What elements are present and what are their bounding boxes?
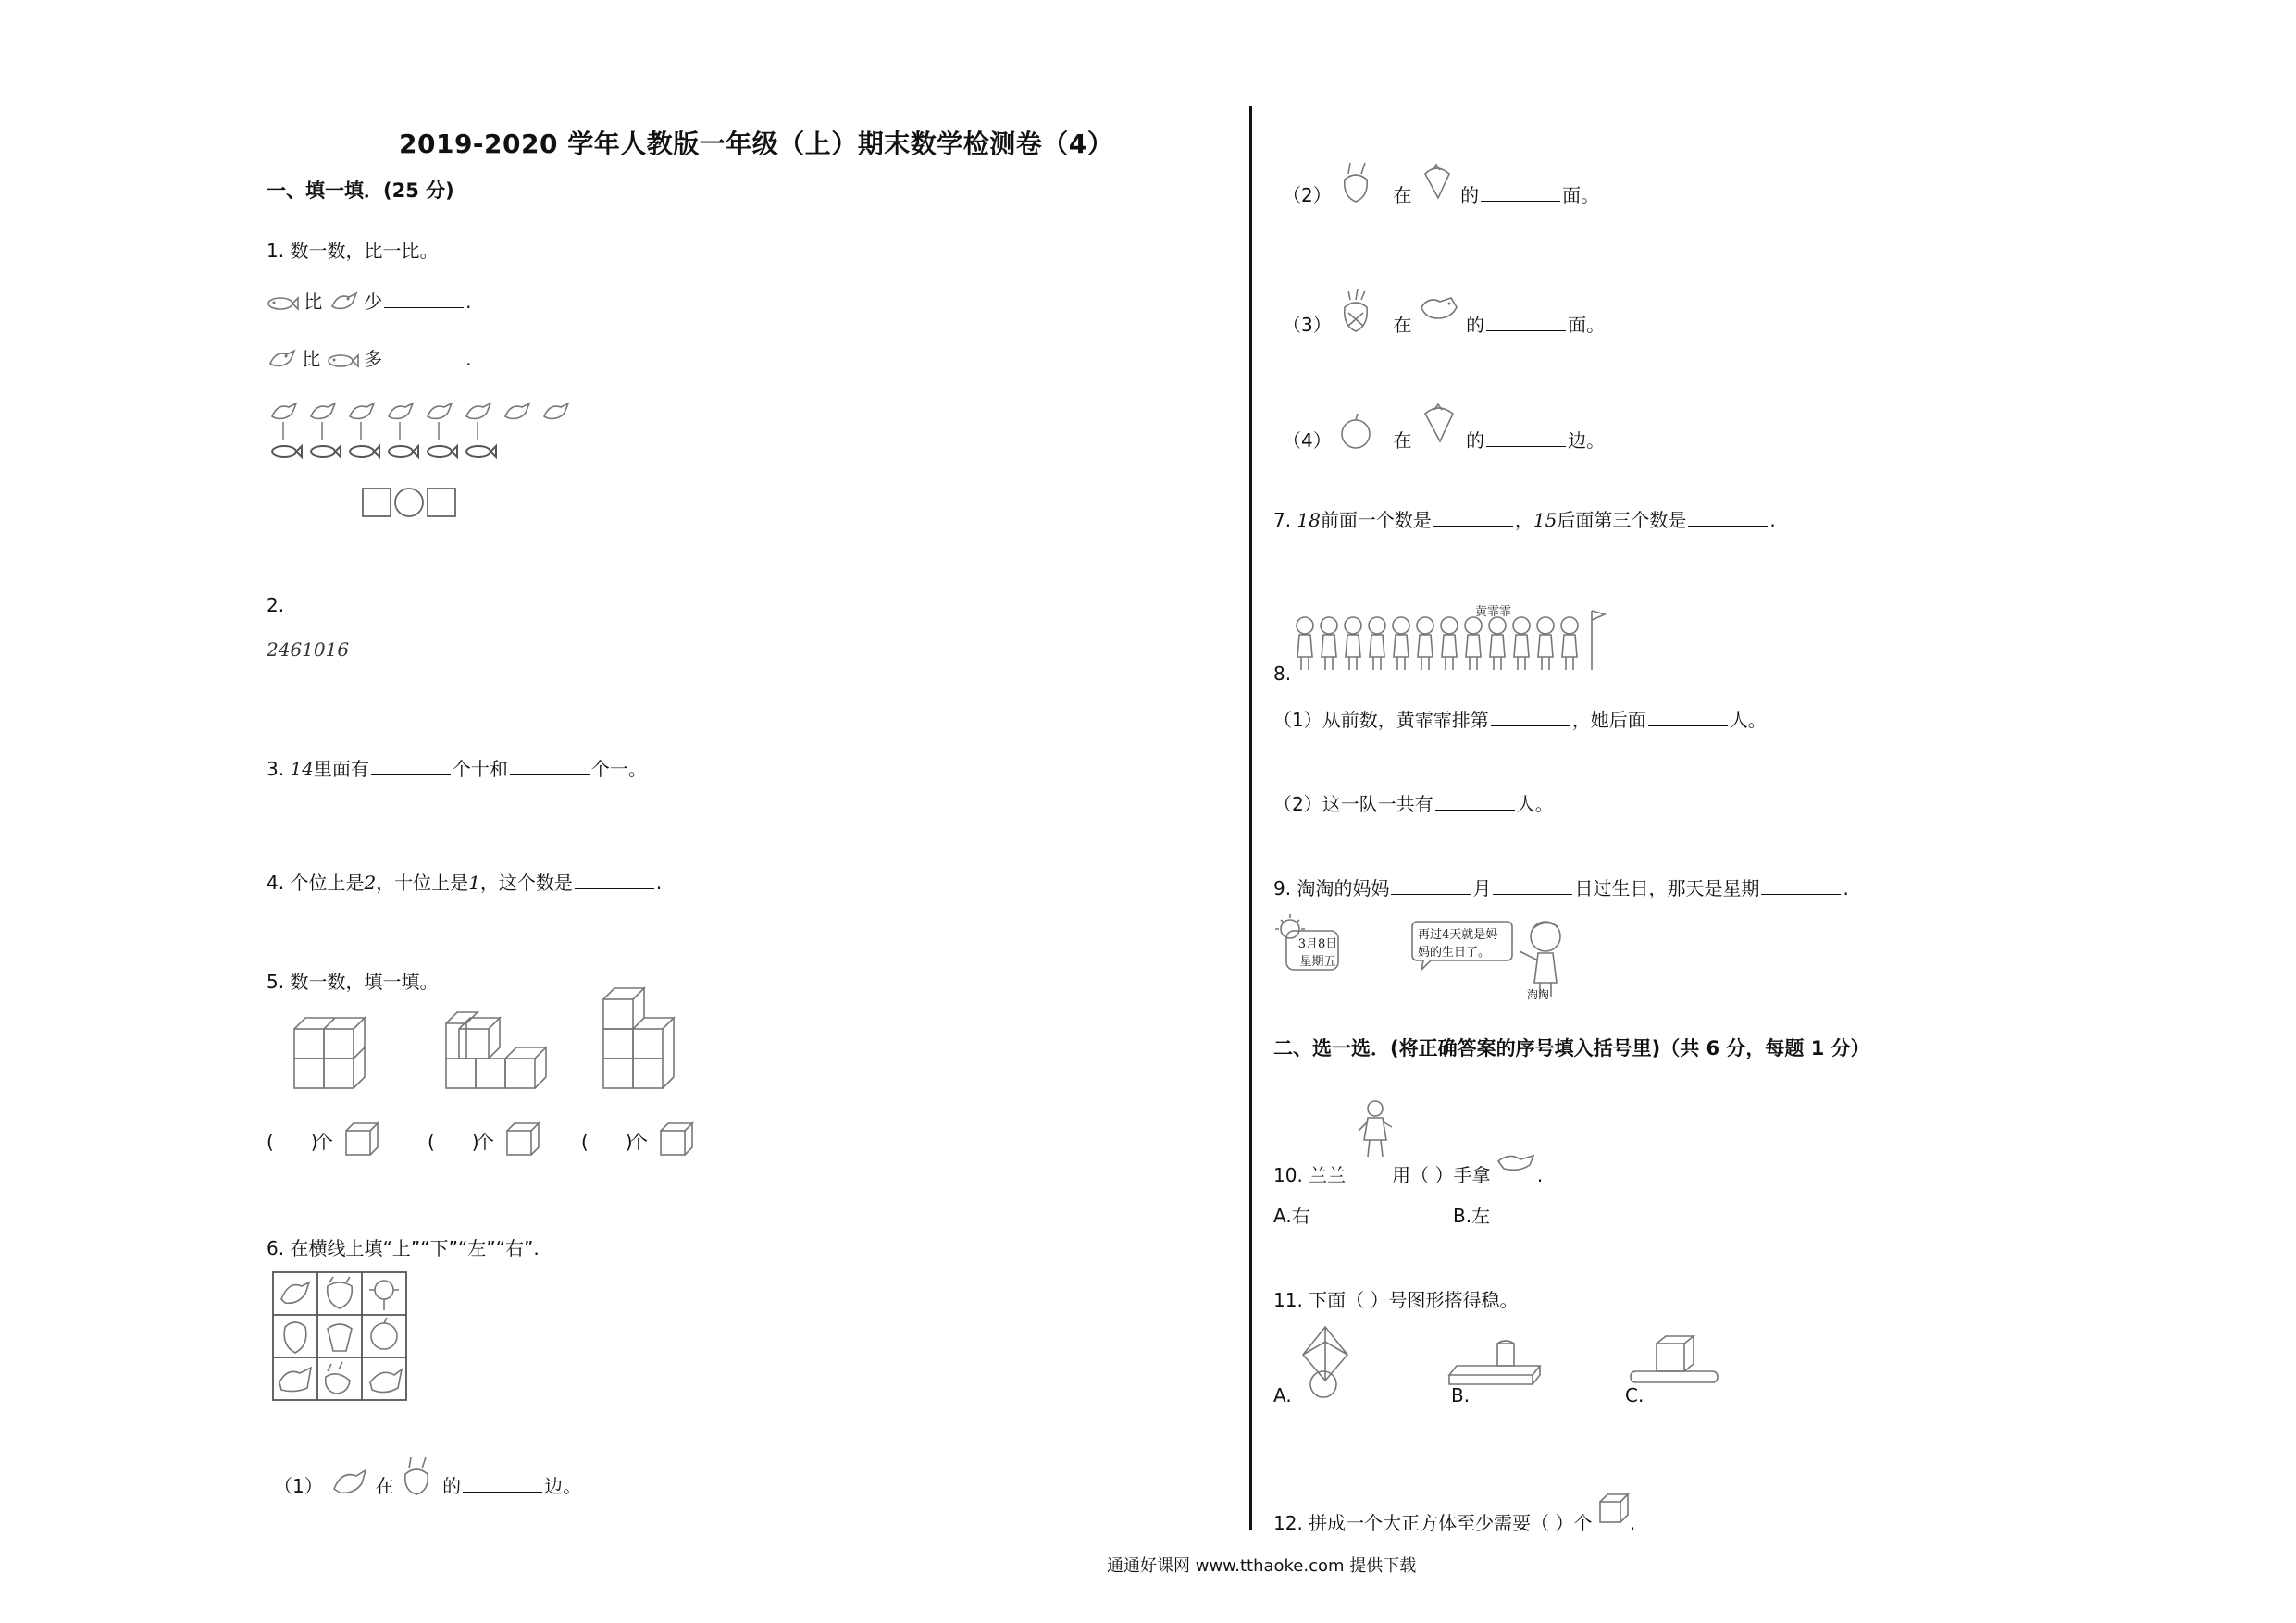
calendar-date: 3月8日: [1297, 937, 1338, 951]
option-10-b[interactable]: B.左: [1453, 1205, 1491, 1227]
question-text: ，: [1514, 509, 1533, 531]
answer-paren[interactable]: ( ): [581, 1131, 633, 1153]
question-text: ，这个数是: [479, 872, 573, 894]
option-11-a[interactable]: A.: [1273, 1384, 1292, 1406]
cube-stack-2: [446, 1012, 546, 1088]
question-2-label: 2.: [267, 594, 285, 616]
speech-line-1: 再过4天就是妈: [1418, 928, 1498, 942]
strawberry-icon: [1418, 403, 1460, 443]
question-text: 面。: [1562, 184, 1600, 206]
unit-cube-icons: [344, 1121, 714, 1158]
section-2-heading: 二、选一选．(将正确答案的序号填入括号里)（共 6 分，每题 1 分）: [1273, 1037, 1870, 1059]
birds-fish-figure: [268, 400, 592, 520]
question-text: ，她后面: [1571, 709, 1646, 731]
answer-blank[interactable]: [1688, 525, 1768, 527]
question-text: （1）从前数，黄霏霏排第: [1273, 709, 1489, 731]
question-text: 10. 兰兰: [1273, 1164, 1347, 1186]
unit-text: 个: [629, 1131, 648, 1153]
question-8-label: 8.: [1273, 663, 1292, 685]
answer-blank[interactable]: [575, 887, 654, 889]
answer-blank[interactable]: [1493, 893, 1572, 895]
question-text: 个十和: [452, 758, 508, 780]
question-8-1: [1273, 705, 1767, 732]
question-10: [1273, 1152, 1543, 1187]
pineapple-icon: [1337, 289, 1374, 335]
unit-cube-icon: [1598, 1493, 1630, 1524]
question-6-3: [1283, 289, 1605, 337]
question-text: 在: [1393, 314, 1412, 336]
answer-blank[interactable]: [371, 774, 451, 775]
cube-stack-3: [603, 988, 674, 1088]
column-divider: [1249, 106, 1252, 1530]
question-text: 的: [1466, 314, 1485, 336]
question-text: 边。: [544, 1475, 582, 1497]
speech-bubble: [1418, 926, 1497, 961]
question-8-2: [1273, 789, 1554, 816]
period: .: [465, 348, 472, 370]
question-1-line-2: [267, 344, 471, 375]
question-text: 前面一个数是: [1320, 509, 1432, 531]
question-number: 7.: [1273, 509, 1292, 531]
question-text: 9. 淘淘的妈妈: [1273, 877, 1390, 899]
answer-blank[interactable]: [1486, 445, 1566, 447]
answer-blank[interactable]: [1391, 893, 1471, 895]
number-value: 15: [1533, 509, 1558, 531]
question-text: 日过生日，那天是星期: [1574, 877, 1760, 899]
question-3: [267, 754, 647, 781]
question-text: ，十位上是: [376, 872, 469, 894]
question-1-line-1: [267, 287, 471, 317]
number-value: 14: [290, 758, 314, 780]
position-grid-figure: [272, 1271, 411, 1403]
question-text: 面。: [1568, 314, 1606, 336]
option-10-a[interactable]: A.右: [1273, 1205, 1310, 1227]
question-text: 月: [1472, 877, 1492, 899]
strawberry-icon: [1418, 163, 1455, 200]
compare-word: 少: [364, 291, 383, 313]
cube-count-row: [267, 1127, 333, 1154]
question-6-label: 6. 在横线上填“上”“下”“左”“右”.: [267, 1237, 540, 1259]
question-text: 人。: [1729, 709, 1767, 731]
rabbit-icon: [400, 1456, 437, 1496]
calendar-weekday: 星期五: [1299, 955, 1336, 969]
number-value: 1: [468, 872, 480, 894]
answer-blank[interactable]: [463, 1491, 542, 1493]
question-4: [267, 868, 662, 895]
answer-blank[interactable]: [1491, 725, 1570, 726]
sub-number: （4）: [1283, 429, 1332, 452]
queue-name-label: 黄霏霏: [1475, 605, 1512, 619]
answer-paren[interactable]: ( ): [267, 1131, 318, 1153]
rabbit-icon: [1337, 161, 1374, 205]
calendar-card: [1294, 935, 1342, 971]
question-text: 里面有: [313, 758, 369, 780]
unit-text: 个: [476, 1131, 494, 1153]
question-text: 用（ ）手拿: [1392, 1164, 1491, 1186]
question-text: 的: [1466, 429, 1485, 452]
period: .: [1536, 1164, 1544, 1186]
cube-stacks-figure: [289, 1001, 724, 1103]
question-text: 4. 个位上是: [267, 872, 365, 894]
bird-icon: [267, 347, 296, 375]
bird-icon: [329, 1461, 369, 1498]
question-6-4: [1283, 403, 1605, 452]
queue-of-children-figure: [1296, 601, 1610, 679]
period: .: [465, 291, 472, 313]
bird-icon: [329, 290, 358, 317]
question-text: 边。: [1568, 429, 1606, 452]
answer-blank[interactable]: [510, 774, 590, 775]
stacking-shapes-figure: [1290, 1323, 1716, 1401]
option-11-b[interactable]: B.: [1451, 1384, 1471, 1406]
answer-blank[interactable]: [1761, 893, 1841, 895]
period: .: [655, 872, 663, 894]
answer-boxes: [363, 489, 455, 516]
number-sequence: 2461016: [267, 638, 350, 661]
page-footer: 通通好课网 www.tthaoke.com 提供下载: [1107, 1556, 1417, 1576]
question-6-1: [274, 1456, 581, 1498]
fish-icon: [327, 350, 358, 372]
sub-number: （2）: [1283, 184, 1332, 206]
speech-line-2: 妈的生日了。: [1418, 946, 1491, 960]
question-text: 人。: [1516, 793, 1554, 815]
question-6-2: [1283, 161, 1599, 207]
bird-row: [272, 403, 568, 418]
answer-blank[interactable]: [1435, 809, 1515, 811]
question-text: 12. 拼成一个大正方体至少需要（ ）个: [1273, 1512, 1593, 1534]
answer-paren[interactable]: ( ): [428, 1131, 479, 1153]
question-7: [1273, 505, 1776, 532]
child-name-label: 淘淘: [1527, 988, 1550, 1001]
answer-blank[interactable]: [1433, 525, 1513, 527]
answer-blank[interactable]: [1486, 329, 1566, 331]
question-text: 个一。: [590, 758, 647, 780]
period: .: [1629, 1512, 1636, 1534]
girl-icon: [1357, 1099, 1394, 1158]
dog-icon: [1418, 291, 1460, 328]
compare-word: 比: [302, 348, 321, 370]
question-text: 在: [375, 1475, 394, 1497]
question-9: [1273, 873, 1849, 900]
section-1-heading: 一、填一填．(25 分): [267, 180, 454, 202]
question-text: 在: [1393, 429, 1412, 452]
apple-icon: [1337, 412, 1374, 451]
question-number: 3.: [267, 758, 285, 780]
sub-number: （3）: [1283, 314, 1332, 336]
option-11-c[interactable]: C.: [1625, 1384, 1644, 1406]
sub-number: （1）: [274, 1475, 323, 1497]
question-text: 的: [1460, 184, 1480, 206]
unit-text: 个: [315, 1131, 333, 1153]
fish-row: [272, 446, 496, 457]
number-value: 18: [1297, 509, 1321, 531]
question-1-label: 1. 数一数，比一比。: [267, 240, 439, 262]
answer-blank[interactable]: [384, 364, 464, 365]
number-value: 2: [364, 872, 377, 894]
question-text: 的: [442, 1475, 462, 1497]
question-11-label: 11. 下面（ ）号图形搭得稳。: [1273, 1289, 1519, 1311]
answer-blank[interactable]: [1648, 725, 1728, 726]
matching-lines: [283, 422, 478, 440]
question-5-label: 5. 数一数，填一填。: [267, 971, 439, 993]
fish-icon: [267, 292, 298, 315]
cube-stack-1: [294, 1018, 365, 1088]
answer-blank[interactable]: [1481, 200, 1560, 202]
question-12: [1273, 1493, 1635, 1535]
question-text: 在: [1393, 184, 1412, 206]
compare-word: 多: [364, 348, 383, 370]
page-title: 2019-2020 学年人教版一年级（上）期末数学检测卷（4）: [399, 129, 1114, 159]
answer-blank[interactable]: [384, 306, 464, 308]
compare-word: 比: [304, 291, 323, 313]
period: .: [1769, 509, 1776, 531]
period: .: [1843, 877, 1849, 899]
question-text: （2）这一队一共有: [1273, 793, 1433, 815]
question-text: 后面第三个数是: [1557, 509, 1687, 531]
glasses-icon: [1496, 1152, 1537, 1180]
